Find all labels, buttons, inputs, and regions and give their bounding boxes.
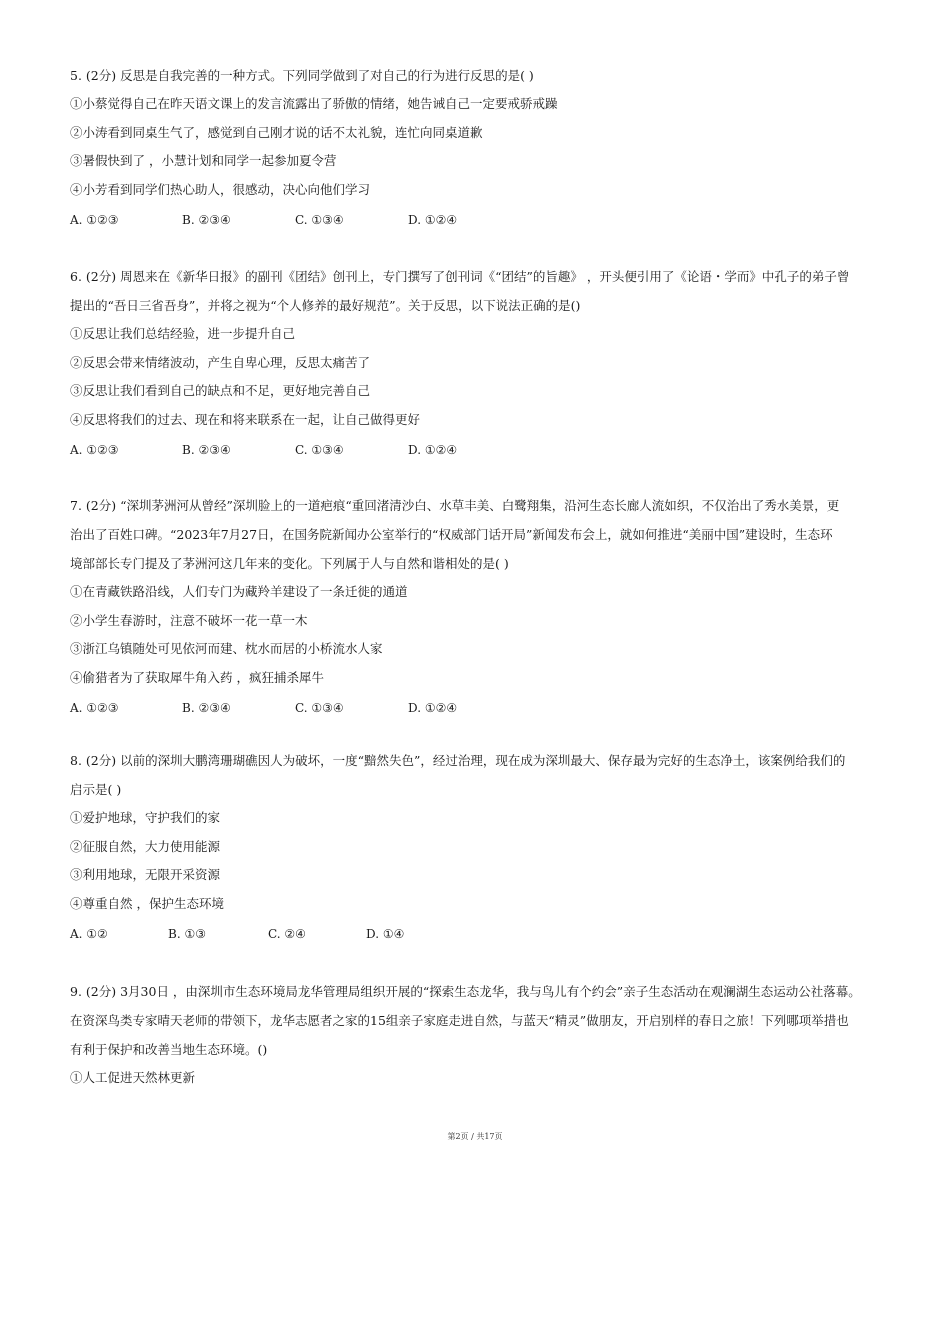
question-7 xyxy=(70,491,890,722)
question-stem: 8. (2分) 以前的深圳大鹏湾珊瑚礁因人为破坏，一度“黯然失色”，经过治理，现在成为深圳最大、保存最为完好的生态净土，该案例给我们的 xyxy=(70,753,846,768)
question-stem: 6. (2分) 周恩来在《新华日报》的副刊《团结》创刊上，专门撰写了创刊词《“团结”的旨趣》 ，开头便引用了《论语・学而》中孔子的弟子曾 xyxy=(70,269,850,284)
statement-2: ②小学生春游时，注意不破坏一花一草一木 xyxy=(70,612,308,628)
choice-b: B. ②③④ xyxy=(182,213,231,227)
choice-a: A. ①②③ xyxy=(70,213,119,227)
statement-2: ②反思会带来情绪波动，产生自卑心理，反思太痛苦了 xyxy=(70,354,371,370)
statement-4: ④尊重自然 ，保护生态环境 xyxy=(70,895,224,911)
answer-choices xyxy=(70,436,890,464)
choice-c: C. ①③④ xyxy=(295,213,344,227)
question-stem: 9. (2分) 3月30日 ，由深圳市生态环境局龙华管理局组织开展的“探索生态龙华，我与鸟儿有个约会”亲子生态活动在观澜湖生态运动公社落幕。 xyxy=(70,984,861,999)
choice-d: D. ①④ xyxy=(366,927,405,941)
choice-d: D. ①②④ xyxy=(408,443,458,457)
choice-c: C. ①③④ xyxy=(295,701,344,715)
answer-choices xyxy=(70,694,890,722)
answer-choices xyxy=(70,206,890,234)
question-6 xyxy=(70,262,890,464)
question-stem: 7. (2分) “深圳茅洲河从曾经”深圳脸上的一道疤痕“重回渚清沙白、水草丰美、白鹭翔集，沿河生态长廊人流如织，不仅治出了秀水美景，更 xyxy=(70,498,840,513)
question-8 xyxy=(70,746,890,948)
question-stem: 有利于保护和改善当地生态环境。() xyxy=(70,1042,268,1057)
choice-d: D. ①②④ xyxy=(408,213,458,227)
question-9 xyxy=(70,977,890,1093)
statement-2: ②征服自然，大力使用能源 xyxy=(70,838,221,854)
page-number: 第2页 / 共17页 xyxy=(447,1132,503,1141)
statement-4: ④反思将我们的过去、现在和将来联系在一起，让自己做得更好 xyxy=(70,411,421,427)
choice-a: A. ①②③ xyxy=(70,443,119,457)
choice-d: D. ①②④ xyxy=(408,701,458,715)
statement-3: ③浙江乌镇随处可见依河而建、枕水而居的小桥流水人家 xyxy=(70,641,383,656)
choice-b: B. ②③④ xyxy=(182,701,231,715)
statement-4: ④小芳看到同学们热心助人，很感动，决心向他们学习 xyxy=(70,181,371,197)
statement-2: ②小涛看到同桌生气了，感觉到自己刚才说的话不太礼貌，连忙向同桌道歉 xyxy=(70,124,483,140)
choice-b: B. ②③④ xyxy=(182,443,231,457)
statement-1: ①反思让我们总结经验，进一步提升自己 xyxy=(70,326,296,341)
statement-1: ①爱护地球，守护我们的家 xyxy=(70,810,221,825)
choice-c: C. ①③④ xyxy=(295,443,344,457)
question-stem: 在资深鸟类专家晴天老师的带领下，龙华志愿者之家的15组亲子家庭走进自然，与蓝天“精灵”做朋友，开启别样的春日之旅！下列哪项举措也 xyxy=(70,1013,849,1028)
question-stem: 境部部长专门提及了茅洲河这几年来的变化。下列属于人与自然和谐相处的是( ) xyxy=(70,556,509,571)
statement-3: ③反思让我们看到自己的缺点和不足，更好地完善自己 xyxy=(70,383,371,398)
choice-c: C. ②④ xyxy=(268,927,306,941)
choice-a: A. ①②③ xyxy=(70,701,119,715)
statement-1: ①小蔡觉得自己在昨天语文课上的发言流露出了骄傲的情绪，她告诫自己一定要戒骄戒躁 xyxy=(70,96,558,111)
question-stem: 治出了百姓口碑。“2023年7月27日，在国务院新闻办公室举行的“权威部门话开局”新闻发布会上，就如何推进“美丽中国”建设时，生态环 xyxy=(70,527,833,542)
statement-3: ③暑假快到了 ，小慧计划和同学一起参加夏令营 xyxy=(70,153,337,168)
question-stem: 启示是( ) xyxy=(70,782,122,797)
question-stem: 5. (2分) 反思是自我完善的一种方式。下列同学做到了对自己的行为进行反思的是( ) xyxy=(70,68,534,83)
choice-b: B. ①③ xyxy=(168,927,206,941)
statement-1: ①人工促进天然林更新 xyxy=(70,1070,196,1085)
answer-choices xyxy=(70,920,890,948)
question-stem: 提出的“吾日三省吾身”，并将之视为“个人修养的最好规范”。关于反思，以下说法正确的是() xyxy=(70,298,581,313)
statement-3: ③利用地球，无限开采资源 xyxy=(70,867,221,882)
statement-4: ④偷猎者为了获取犀牛角入药 ，疯狂捕杀犀牛 xyxy=(70,669,324,685)
statement-1: ①在青藏铁路沿线，人们专门为藏羚羊建设了一条迁徙的通道 xyxy=(70,584,408,599)
choice-a: A. ①② xyxy=(70,927,108,941)
question-5 xyxy=(70,61,890,234)
